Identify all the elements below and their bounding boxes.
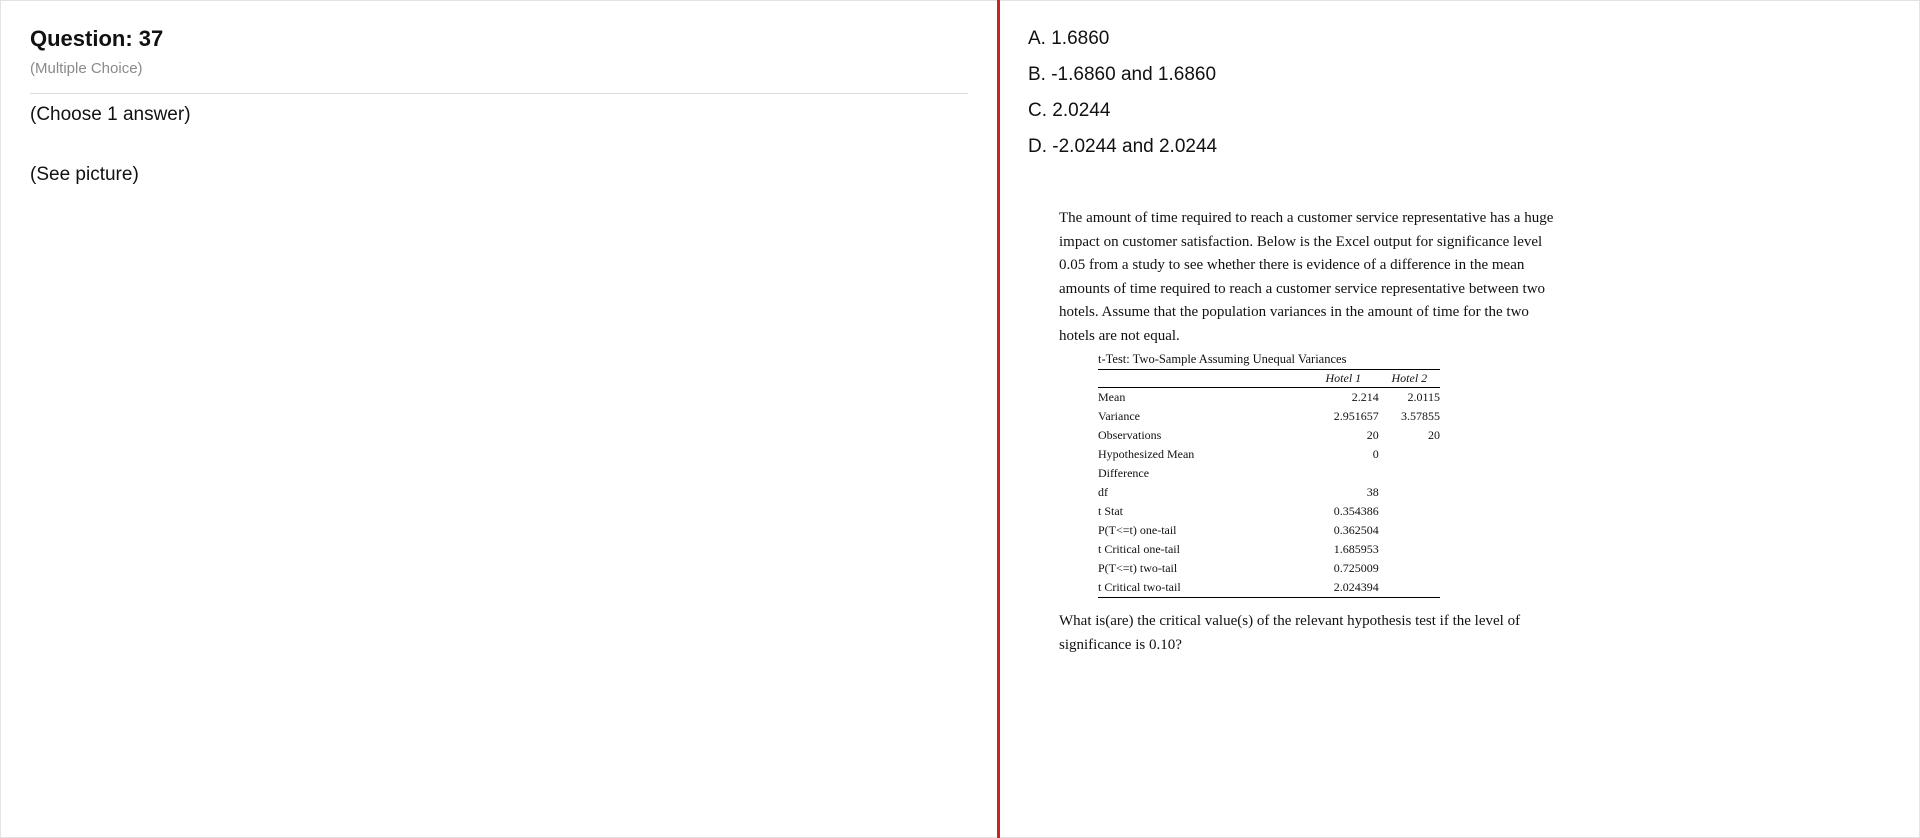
table-row [1098, 578, 1440, 598]
row-label: Hypothesized Mean [1098, 447, 1195, 461]
table-row [1098, 540, 1440, 559]
row-label: t Critical two-tail [1098, 578, 1308, 598]
hotel-1-value: 38 [1366, 485, 1379, 499]
hotel-1-value: 2.214 [1351, 390, 1379, 404]
table-row [1098, 445, 1440, 464]
row-label: Variance [1098, 409, 1140, 423]
table-row [1098, 388, 1440, 408]
answer-list [1028, 27, 1217, 171]
question-instruction: (Choose 1 answer) [30, 104, 191, 125]
question-passage: The amount of time required to reach a customer service representative has a huge impact on customer satisfaction. Below is the Excel output for significance level 0.05 from a study to see whether there is evidence of a difference in the mean amounts of time required to reach a customer service representative between two hotels. Assume that the population variances in the amount of time for the two hotels are not equal. [1059, 210, 1554, 344]
table-header-hotel-2: Hotel 2 [1379, 370, 1440, 388]
row-label: t Critical one-tail [1098, 542, 1180, 556]
table-header-hotel-1: Hotel 1 [1308, 370, 1379, 388]
row-label: P(T<=t) one-tail [1098, 523, 1177, 537]
hotel-2-value [1379, 502, 1440, 521]
hotel-1-value: 1.685953 [1333, 542, 1379, 556]
hotel-2-value [1379, 445, 1440, 464]
hotel-2-value [1379, 578, 1440, 598]
table-row [1098, 464, 1440, 483]
answer-option-a[interactable]: A. 1.6860 [1028, 28, 1110, 49]
table-row [1098, 407, 1440, 426]
hotel-1-value: 0 [1372, 447, 1379, 461]
hotel-1-value [1308, 464, 1379, 483]
table-header-row [1098, 370, 1440, 388]
hotel-1-value: 0.362504 [1333, 523, 1379, 537]
table-body [1098, 388, 1440, 598]
question-note: (See picture) [30, 164, 139, 185]
row-label: Observations [1098, 428, 1162, 442]
answer-option-d[interactable]: D. -2.0244 and 2.0244 [1028, 136, 1218, 157]
table-row [1098, 502, 1440, 521]
table-row [1098, 559, 1440, 578]
row-label: t Stat [1098, 504, 1124, 518]
question-title: Question: 37 [30, 26, 164, 51]
row-label: P(T<=t) two-tail [1098, 561, 1178, 575]
hotel-2-value [1379, 521, 1440, 540]
table-row [1098, 426, 1440, 445]
table-row [1098, 521, 1440, 540]
row-label: Difference [1098, 466, 1150, 480]
hotel-1-value: 0.354386 [1333, 504, 1379, 518]
hotel-1-value: 2.951657 [1333, 409, 1379, 423]
question-picture [1059, 207, 1559, 657]
hotel-2-value [1379, 559, 1440, 578]
hotel-2-value [1379, 464, 1440, 483]
panel-divider [997, 0, 1000, 838]
header-divider [30, 93, 968, 94]
hotel-1-value: 20 [1366, 428, 1379, 442]
question-header [30, 22, 968, 77]
hotel-1-value: 2.024394 [1308, 578, 1379, 598]
hotel-2-value: 2.0115 [1407, 390, 1440, 404]
hotel-2-value: 20 [1428, 428, 1440, 442]
hotel-2-value [1379, 540, 1440, 559]
question-type: (Multiple Choice) [30, 60, 143, 77]
answer-option-c[interactable]: C. 2.0244 [1028, 100, 1111, 121]
hotel-1-value: 0.725009 [1333, 561, 1379, 575]
row-label: df [1098, 485, 1108, 499]
hotel-2-value: 3.57855 [1401, 409, 1440, 423]
table-row [1098, 483, 1440, 502]
question-prompt: What is(are) the critical value(s) of the relevant hypothesis test if the level of significance is 0.10? [1059, 613, 1521, 653]
row-label: Mean [1098, 390, 1126, 404]
table-header-blank [1098, 370, 1308, 388]
answer-option-b[interactable]: B. -1.6860 and 1.6860 [1028, 64, 1217, 85]
hotel-2-value [1379, 483, 1440, 502]
table-title: t-Test: Two-Sample Assuming Unequal Variances [1098, 352, 1347, 366]
ttest-table [1098, 369, 1440, 598]
